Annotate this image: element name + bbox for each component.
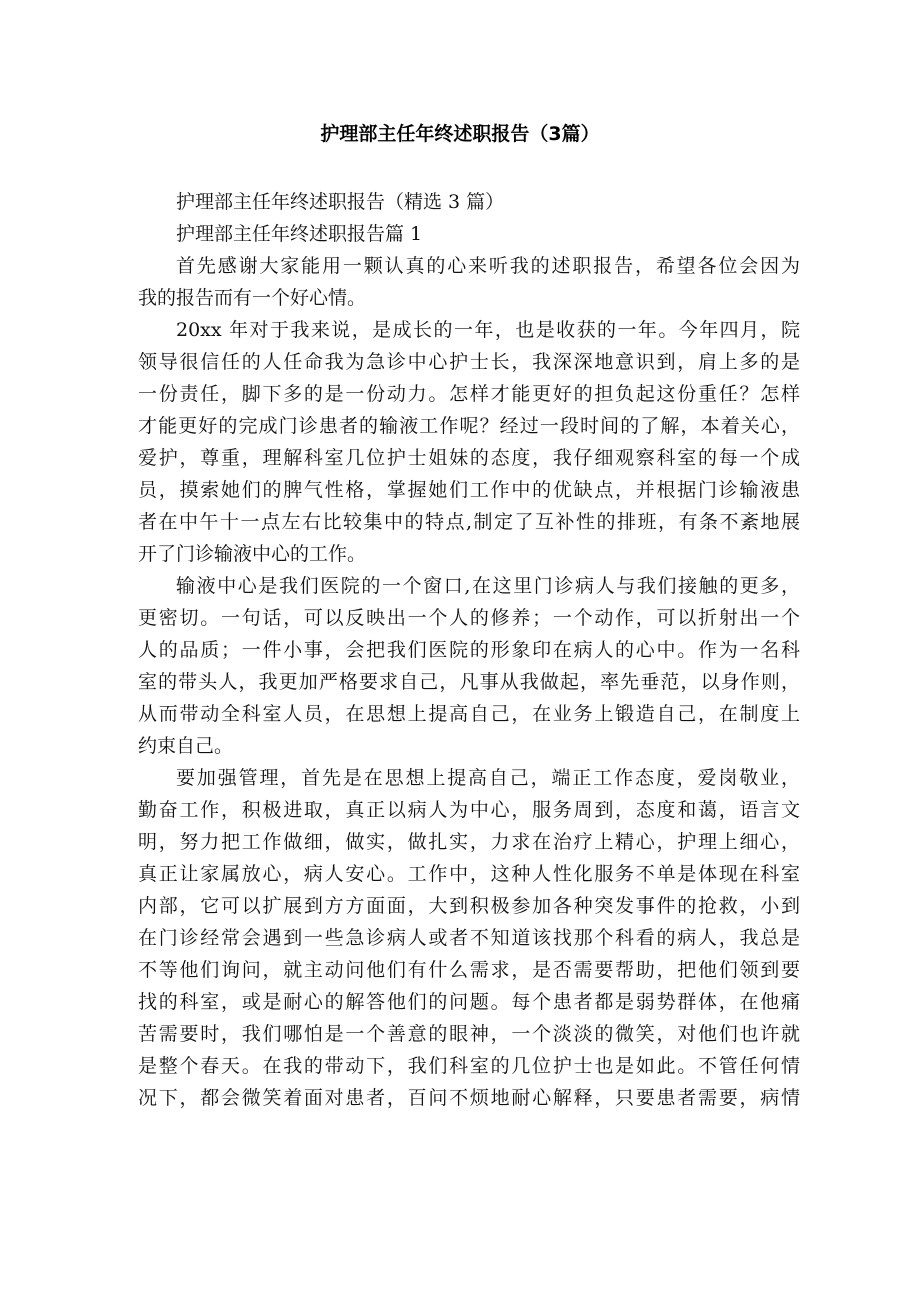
text-line: 护理部主任年终述职报告（精选 3 篇） — [176, 191, 505, 213]
paragraph — [138, 570, 800, 762]
text-line: 苦需要时，我们哪怕是一个善意的眼神，一个淡淡的微笑，对他们也许就 — [138, 1023, 800, 1045]
paragraph — [138, 250, 800, 314]
text-line: 20xx 年对于我来说，是成长的一年，也是收获的一年。今年四月，院 — [176, 319, 800, 341]
text-line: 室的带头人，我更加严格要求自己，凡事从我做起，率先垂范，以身作则， — [138, 671, 800, 693]
paragraph-subtitle — [138, 186, 800, 218]
text-line: 找的科室，或是耐心的解答他们的问题。每个患者都是弱势群体，在他痛 — [138, 991, 800, 1013]
document-title: 护理部主任年终述职报告（3篇） — [320, 123, 600, 145]
text-line: 不等他们询问，就主动问他们有什么需求，是否需要帮助，把他们领到要 — [138, 959, 800, 981]
paragraph — [138, 762, 800, 1114]
text-line: 我的报告而有一个好心情。 — [138, 287, 367, 309]
text-line: 要加强管理，首先是在思想上提高自己，端正工作态度，爱岗敬业， — [176, 767, 800, 789]
document-body — [138, 186, 800, 1114]
text-line: 更密切。一句话，可以反映出一个人的修养；一个动作，可以折射出一个 — [138, 607, 800, 629]
text-line: 者在中午十一点左右比较集中的特点,制定了互补性的排班，有条不紊地展 — [138, 511, 800, 533]
text-line: 才能更好的完成门诊患者的输液工作呢？经过一段时间的了解，本着关心， — [138, 415, 800, 437]
text-line: 是整个春天。在我的带动下，我们科室的几位护士也是如此。不管任何情 — [138, 1055, 800, 1077]
text-line: 爱护，尊重，理解科室几位护士姐妹的态度，我仔细观察科室的每一个成 — [138, 447, 800, 469]
text-line: 人的品质；一件小事，会把我们医院的形象印在病人的心中。作为一名科 — [138, 639, 800, 661]
text-line: 从而带动全科室人员，在思想上提高自己，在业务上锻造自己，在制度上 — [138, 703, 800, 725]
text-line: 首先感谢大家能用一颗认真的心来听我的述职报告，希望各位会因为 — [176, 255, 800, 277]
text-line: 开了门诊输液中心的工作。 — [138, 543, 367, 565]
text-line: 真正让家属放心，病人安心。工作中，这种人性化服务不单是体现在科室 — [138, 863, 800, 885]
paragraph — [138, 314, 800, 570]
text-line: 内部，它可以扩展到方方面面，大到积极参加各种突发事件的抢救，小到 — [138, 895, 800, 917]
text-line: 领导很信任的人任命我为急诊中心护士长，我深深地意识到，肩上多的是 — [138, 351, 800, 373]
text-line: 勤奋工作，积极进取，真正以病人为中心，服务周到，态度和蔼，语言文 — [138, 799, 800, 821]
text-line: 输液中心是我们医院的一个窗口,在这里门诊病人与我们接触的更多， — [176, 575, 800, 597]
text-line: 员，摸索她们的脾气性格，掌握她们工作中的优缺点，并根据门诊输液患 — [138, 479, 800, 501]
text-line: 明，努力把工作做细，做实，做扎实，力求在治疗上精心，护理上细心， — [138, 831, 800, 853]
text-line: 一份责任，脚下多的是一份动力。怎样才能更好的担负起这份重任？怎样 — [138, 383, 800, 405]
text-line: 约束自己。 — [138, 735, 234, 757]
paragraph-section-heading — [138, 218, 800, 250]
text-line: 在门诊经常会遇到一些急诊病人或者不知道该找那个科看的病人，我总是 — [138, 927, 800, 949]
text-line: 况下，都会微笑着面对患者，百问不烦地耐心解释，只要患者需要，病情 — [138, 1087, 800, 1109]
text-line: 护理部主任年终述职报告篇 1 — [176, 223, 423, 245]
